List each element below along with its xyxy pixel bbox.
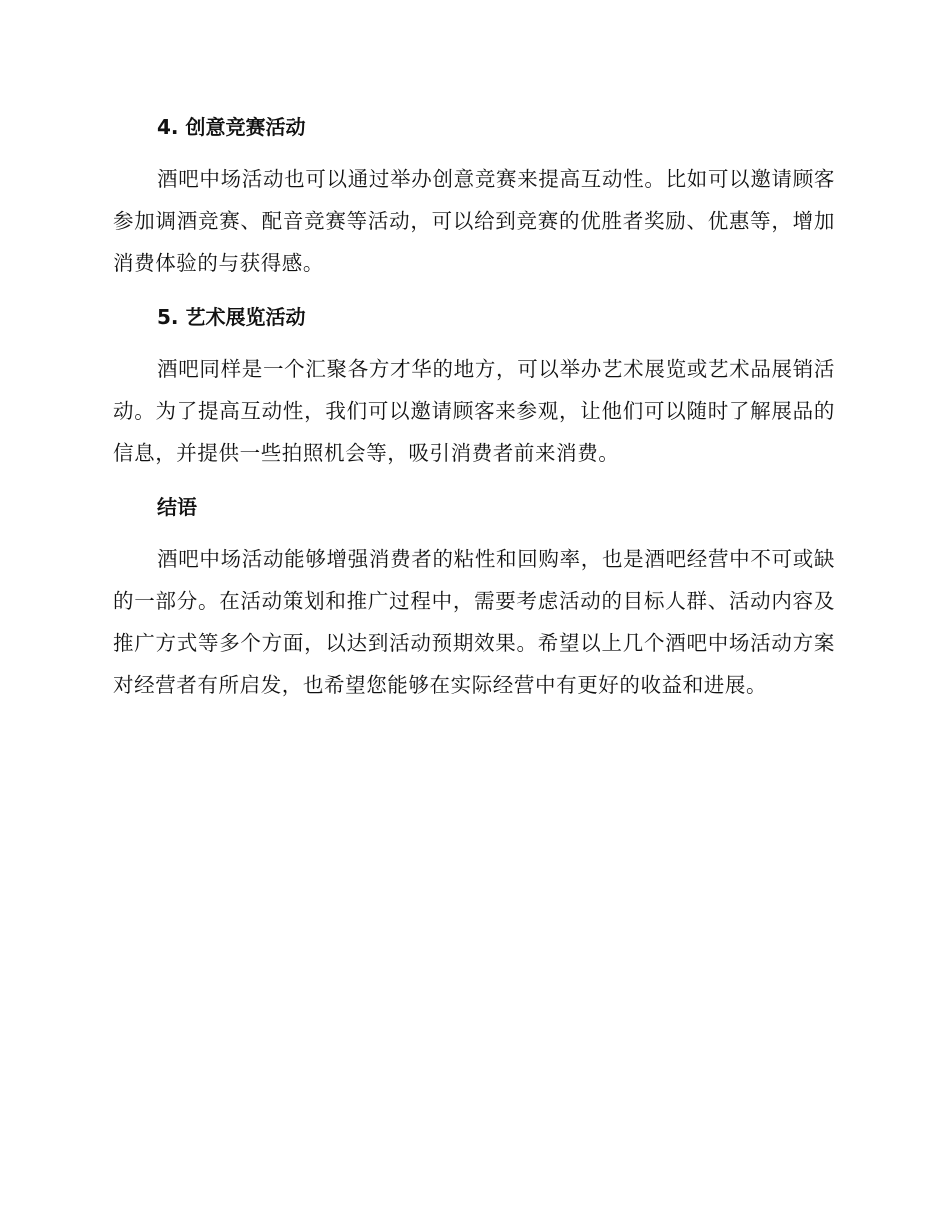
- section-heading-art-exhibition: 5. 艺术展览活动: [157, 305, 306, 329]
- document-body: [113, 110, 835, 706]
- section-paragraph-creative-contest: 酒吧中场活动也可以通过举办创意竞赛来提高互动性。比如可以邀请顾客参加调酒竞赛、配音竞赛等活动，可以给到竞赛的优胜者奖励、优惠等，增加消费体验的与获得感。: [113, 167, 835, 275]
- section-heading-conclusion: 结语: [157, 495, 197, 519]
- section-paragraph-conclusion: 酒吧中场活动能够增强消费者的粘性和回购率，也是酒吧经营中不可或缺的一部分。在活动策划和推广过程中，需要考虑活动的目标人群、活动内容及推广方式等多个方面，以达到活动预期效果。希望以上几个酒吧中场活动方案对经营者有所启发，也希望您能够在实际经营中有更好的收益和进展。: [113, 547, 835, 697]
- section-paragraph-art-exhibition: 酒吧同样是一个汇聚各方才华的地方，可以举办艺术展览或艺术品展销活动。为了提高互动性，我们可以邀请顾客来参观，让他们可以随时了解展品的信息，并提供一些拍照机会等，吸引消费者前来消费。: [113, 357, 835, 465]
- section-heading-creative-contest: 4. 创意竞赛活动: [157, 115, 306, 139]
